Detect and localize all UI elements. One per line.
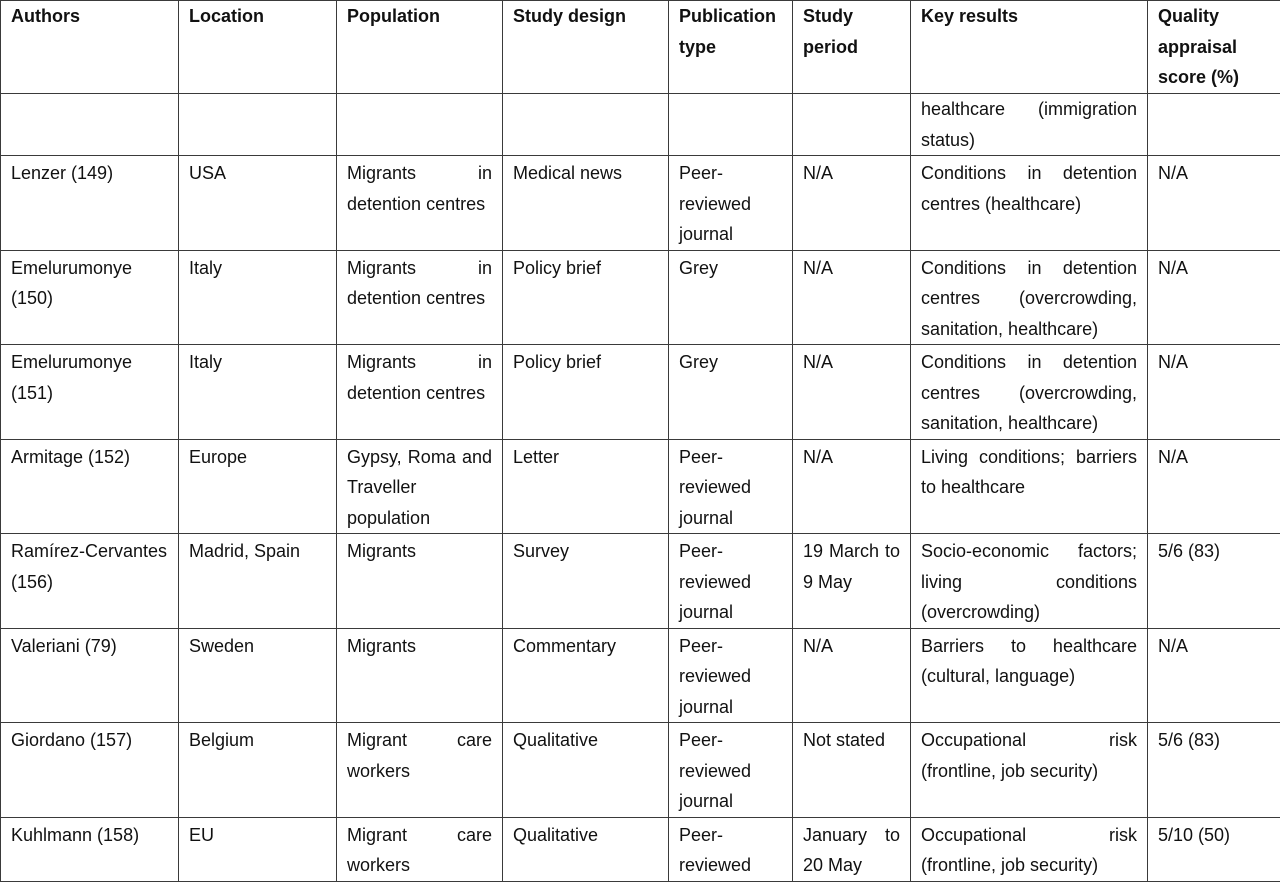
cell-authors: Ramírez-Cervantes (156) (1, 534, 179, 629)
table-row (1, 628, 1280, 723)
cell-location: Sweden (179, 628, 337, 723)
table-row (1, 156, 1280, 251)
table-row (1, 723, 1280, 818)
cell-location (179, 94, 337, 156)
cell-pubtype: Peer-reviewed journal (669, 534, 793, 629)
cell-period: January to 20 May (793, 817, 911, 881)
cell-pubtype: Peer-reviewed journal (669, 628, 793, 723)
cell-population: Migrant care workers (337, 817, 503, 881)
cell-location: USA (179, 156, 337, 251)
cell-location: Madrid, Spain (179, 534, 337, 629)
table-row (1, 94, 1280, 156)
column-header-population: Population (337, 1, 503, 94)
cell-period: N/A (793, 345, 911, 440)
cell-results: Conditions in detention centres (overcrowding, sanitation, healthcare) (911, 250, 1148, 345)
cell-results: Conditions in detention centres (overcrowding, sanitation, healthcare) (911, 345, 1148, 440)
cell-results: Socio-economic factors; living conditions (overcrowding) (911, 534, 1148, 629)
cell-score: N/A (1148, 345, 1280, 440)
cell-score: N/A (1148, 250, 1280, 345)
cell-period: N/A (793, 156, 911, 251)
cell-results: Barriers to healthcare (cultural, language) (911, 628, 1148, 723)
cell-pubtype: Peer-reviewed journal (669, 723, 793, 818)
cell-location: EU (179, 817, 337, 881)
table-row (1, 250, 1280, 345)
column-header-publication-type: Publication type (669, 1, 793, 94)
cell-population (337, 94, 503, 156)
cell-design: Policy brief (503, 345, 669, 440)
cell-pubtype (669, 94, 793, 156)
cell-authors: Armitage (152) (1, 439, 179, 534)
header-row (1, 1, 1280, 94)
cell-design: Medical news (503, 156, 669, 251)
cell-score: 5/6 (83) (1148, 534, 1280, 629)
cell-period: N/A (793, 628, 911, 723)
cell-authors (1, 94, 179, 156)
column-header-key-results: Key results (911, 1, 1148, 94)
cell-results: healthcare (immigration status) (911, 94, 1148, 156)
cell-authors: Kuhlmann (158) (1, 817, 179, 881)
cell-score: 5/6 (83) (1148, 723, 1280, 818)
cell-pubtype: Peer-reviewed journal (669, 156, 793, 251)
cell-score: 5/10 (50) (1148, 817, 1280, 881)
cell-period: N/A (793, 250, 911, 345)
cell-pubtype: Grey (669, 345, 793, 440)
cell-period: 19 March to 9 May (793, 534, 911, 629)
cell-authors: Emelurumonye (151) (1, 345, 179, 440)
cell-pubtype: Grey (669, 250, 793, 345)
cell-score: N/A (1148, 439, 1280, 534)
cell-authors: Emelurumonye (150) (1, 250, 179, 345)
cell-period: Not stated (793, 723, 911, 818)
cell-authors: Lenzer (149) (1, 156, 179, 251)
cell-design: Policy brief (503, 250, 669, 345)
cell-population: Migrants (337, 534, 503, 629)
cell-design: Survey (503, 534, 669, 629)
cell-location: Italy (179, 345, 337, 440)
column-header-quality-score: Quality appraisal score (%) (1148, 1, 1280, 94)
cell-score: N/A (1148, 628, 1280, 723)
cell-results: Occupational risk (frontline, job security) (911, 723, 1148, 818)
cell-design: Qualitative (503, 723, 669, 818)
column-header-authors: Authors (1, 1, 179, 94)
table-row (1, 534, 1280, 629)
cell-design (503, 94, 669, 156)
table-row (1, 439, 1280, 534)
cell-population: Migrants in detention centres (337, 250, 503, 345)
table-row (1, 817, 1280, 881)
cell-design: Letter (503, 439, 669, 534)
cell-period (793, 94, 911, 156)
cell-population: Migrants in detention centres (337, 156, 503, 251)
cell-results: Occupational risk (frontline, job security) (911, 817, 1148, 881)
cell-authors: Giordano (157) (1, 723, 179, 818)
cell-period: N/A (793, 439, 911, 534)
cell-population: Migrants in detention centres (337, 345, 503, 440)
cell-score: N/A (1148, 156, 1280, 251)
cell-design: Qualitative (503, 817, 669, 881)
column-header-location: Location (179, 1, 337, 94)
cell-location: Europe (179, 439, 337, 534)
cell-location: Italy (179, 250, 337, 345)
cell-design: Commentary (503, 628, 669, 723)
column-header-study-period: Study period (793, 1, 911, 94)
cell-results: Living conditions; barriers to healthcare (911, 439, 1148, 534)
cell-pubtype: Peer-reviewed journal (669, 439, 793, 534)
cell-population: Migrants (337, 628, 503, 723)
cell-authors: Valeriani (79) (1, 628, 179, 723)
cell-population: Migrant care workers (337, 723, 503, 818)
cell-location: Belgium (179, 723, 337, 818)
cell-results: Conditions in detention centres (healthcare) (911, 156, 1148, 251)
cell-population: Gypsy, Roma and Traveller population (337, 439, 503, 534)
column-header-study-design: Study design (503, 1, 669, 94)
table-row (1, 345, 1280, 440)
cell-pubtype: Peer-reviewed (669, 817, 793, 881)
cell-score (1148, 94, 1280, 156)
